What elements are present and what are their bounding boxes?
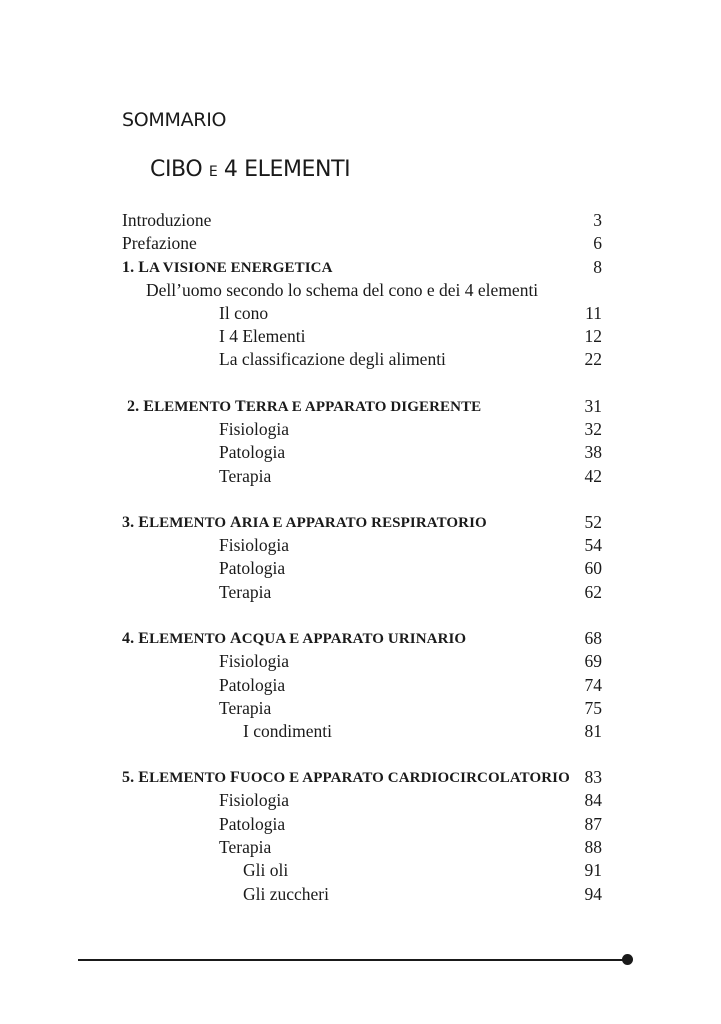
toc-entry-page: 42: [584, 466, 602, 486]
footer-rule: [78, 959, 626, 961]
toc-entry[interactable]: [0, 581, 721, 604]
toc-entry-label: Terapia: [219, 582, 272, 602]
toc-entry[interactable]: [0, 650, 721, 673]
toc-subtitle: [0, 279, 721, 302]
toc-entry-label: Fisiologia: [219, 535, 290, 555]
toc-chapter-label: 2. ELEMENTO TERRA E APPARATO DIGERENTE: [127, 398, 482, 415]
toc-chapter-4[interactable]: [0, 627, 721, 650]
toc-entry-page: 94: [584, 884, 602, 904]
toc-entry-page: 31: [584, 396, 602, 416]
footer-dot-ornament: [622, 954, 633, 965]
toc-entry-page: 88: [584, 837, 602, 857]
toc-entry-page: 12: [584, 326, 602, 346]
toc-chapter-label: 5. ELEMENTO FUOCO E APPARATO CARDIOCIRCOLATORIO: [122, 769, 570, 786]
toc-entry[interactable]: [0, 697, 721, 720]
toc-entry[interactable]: [0, 302, 721, 325]
toc-entry-page: 6: [593, 233, 602, 253]
book-title-part1: CIBO: [150, 157, 203, 182]
toc-chapter-label: 3. ELEMENTO ARIA E APPARATO RESPIRATORIO: [122, 514, 487, 531]
toc-entry[interactable]: [0, 883, 721, 906]
toc-entry-page: 38: [584, 442, 602, 462]
toc-entry-page: 83: [584, 767, 602, 787]
toc-entry-page: 87: [584, 814, 602, 834]
toc-chapter-1[interactable]: [0, 256, 721, 279]
toc-entry-page: 60: [584, 558, 602, 578]
book-title-conjunction: E: [208, 164, 218, 180]
toc-chapter-label: 4. ELEMENTO ACQUA E APPARATO URINARIO: [122, 630, 467, 647]
toc-entry[interactable]: [0, 441, 721, 464]
toc-entry-page: 32: [584, 419, 602, 439]
toc-entry[interactable]: [0, 348, 721, 371]
toc-entry-page: 68: [584, 628, 602, 648]
toc-entry-label: Terapia: [219, 466, 272, 486]
toc-entry-page: 75: [584, 698, 602, 718]
toc-entry[interactable]: [0, 418, 721, 441]
toc-entry[interactable]: [0, 209, 721, 232]
toc-entry-label: Terapia: [219, 837, 272, 857]
toc-chapter-label: 1. LA VISIONE ENERGETICA: [122, 259, 333, 276]
toc-entry-page: 81: [584, 721, 602, 741]
toc-entry-page: 84: [584, 790, 602, 810]
toc-entry-page: 22: [584, 349, 602, 369]
toc-entry[interactable]: [0, 465, 721, 488]
toc-entry-page: 52: [584, 512, 602, 532]
toc-chapter-5[interactable]: [0, 766, 721, 789]
toc-entry-label: Terapia: [219, 698, 272, 718]
toc-entry[interactable]: [0, 859, 721, 882]
toc-entry[interactable]: [0, 232, 721, 255]
toc-entry-label: Gli zuccheri: [243, 884, 329, 904]
toc-entry-page: 8: [593, 257, 602, 277]
toc-entry[interactable]: [0, 813, 721, 836]
toc-entry-label: Patologia: [219, 558, 286, 578]
toc-entry-page: 69: [584, 651, 602, 671]
toc-entry-label: Gli oli: [243, 860, 289, 880]
toc-entry-page: 11: [585, 303, 602, 323]
toc-entry-label: I 4 Elementi: [219, 326, 306, 346]
book-title: [150, 157, 350, 182]
toc-entry[interactable]: [0, 674, 721, 697]
toc-entry-page: 3: [593, 210, 602, 230]
toc-entry[interactable]: [0, 534, 721, 557]
toc-entry-label: Fisiologia: [219, 419, 290, 439]
book-title-part2: 4 ELEMENTI: [223, 157, 351, 182]
section-title: SOMMARIO: [122, 109, 227, 131]
toc-entry-label: Prefazione: [122, 233, 197, 253]
toc-entry[interactable]: [0, 789, 721, 812]
toc-entry-label: Il cono: [219, 303, 269, 323]
toc-chapter-2[interactable]: [0, 395, 721, 418]
toc-subtitle-label: Dell’uomo secondo lo schema del cono e dei 4 elementi: [146, 280, 539, 300]
toc-entry-page: 91: [584, 860, 602, 880]
toc-entry-label: Patologia: [219, 442, 286, 462]
toc-entry-page: 74: [584, 675, 602, 695]
toc-entry[interactable]: [0, 720, 721, 743]
toc-entry-label: Fisiologia: [219, 790, 290, 810]
toc-entry-label: I condimenti: [243, 721, 332, 741]
toc-entry-label: Patologia: [219, 814, 286, 834]
toc-entry-page: 54: [584, 535, 602, 555]
toc-entry-page: 62: [584, 582, 602, 602]
toc-chapter-3[interactable]: [0, 511, 721, 534]
toc-entry[interactable]: [0, 836, 721, 859]
toc-entry[interactable]: [0, 557, 721, 580]
toc-entry-label: Patologia: [219, 675, 286, 695]
toc-entry-label: Introduzione: [122, 210, 212, 230]
toc-entry[interactable]: [0, 325, 721, 348]
toc-entry-label: Fisiologia: [219, 651, 290, 671]
toc-entry-label: La classificazione degli alimenti: [219, 349, 446, 369]
